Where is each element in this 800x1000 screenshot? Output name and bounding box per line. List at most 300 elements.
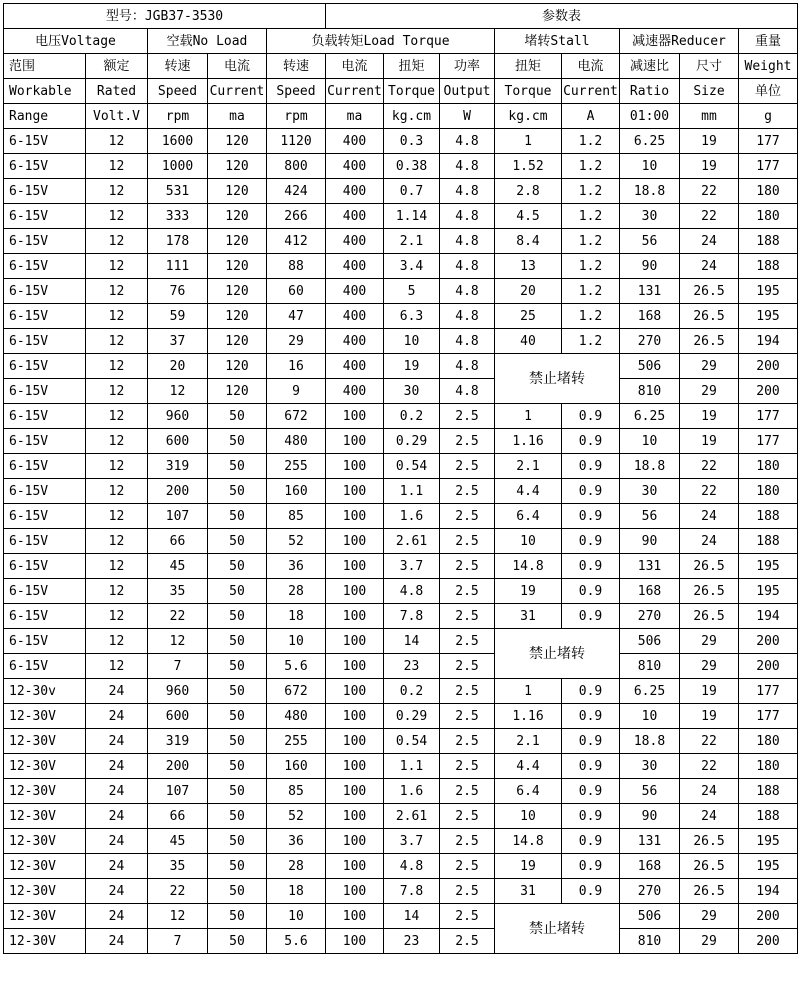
cell-load-speed: 28 <box>267 579 326 604</box>
cell-stall-current: 0.9 <box>562 529 620 554</box>
group-voltage: 电压Voltage <box>4 29 148 54</box>
cell-rated-volt: 24 <box>86 704 148 729</box>
cell-weight: 180 <box>739 729 798 754</box>
cell-stall-current: 0.9 <box>562 754 620 779</box>
cell-load-speed: 52 <box>267 804 326 829</box>
cell-load-torque: 14 <box>384 629 440 654</box>
cell-stall-torque: 4.5 <box>495 204 562 229</box>
cell-range: 6-15V <box>4 279 86 304</box>
cell-noload-current: 50 <box>208 754 267 779</box>
cell-load-torque: 10 <box>384 329 440 354</box>
cell-weight: 200 <box>739 654 798 679</box>
cell-size: 26.5 <box>680 829 739 854</box>
cell-stall-current: 1.2 <box>562 154 620 179</box>
cell-load-torque: 6.3 <box>384 304 440 329</box>
cell-noload-current: 50 <box>208 829 267 854</box>
header-cell-noload-speed: 转速 <box>148 54 208 79</box>
cell-range: 6-15V <box>4 504 86 529</box>
header-cell-load-torque: kg.cm <box>384 104 440 129</box>
cell-rated-volt: 24 <box>86 829 148 854</box>
header-cell-stall-torque: 扭矩 <box>495 54 562 79</box>
cell-load-speed: 10 <box>267 629 326 654</box>
cell-weight: 188 <box>739 529 798 554</box>
cell-size: 24 <box>680 229 739 254</box>
cell-load-current: 400 <box>326 204 384 229</box>
cell-weight: 195 <box>739 829 798 854</box>
cell-noload-current: 50 <box>208 604 267 629</box>
cell-noload-current: 50 <box>208 579 267 604</box>
cell-noload-current: 50 <box>208 429 267 454</box>
cell-size: 24 <box>680 504 739 529</box>
cell-range: 6-15V <box>4 129 86 154</box>
table-row <box>4 179 798 204</box>
cell-load-output: 2.5 <box>440 779 495 804</box>
table-row <box>4 329 798 354</box>
table-row <box>4 154 798 179</box>
cell-load-current: 100 <box>326 929 384 954</box>
cell-weight: 188 <box>739 779 798 804</box>
cell-load-output: 4.8 <box>440 279 495 304</box>
header-cell-load-speed: 转速 <box>267 54 326 79</box>
cell-rated-volt: 12 <box>86 229 148 254</box>
cell-stall-current: 1.2 <box>562 279 620 304</box>
cell-noload-current: 120 <box>208 254 267 279</box>
cell-load-speed: 52 <box>267 529 326 554</box>
cell-ratio: 168 <box>620 854 680 879</box>
cell-load-speed: 85 <box>267 504 326 529</box>
cell-size: 22 <box>680 729 739 754</box>
cell-stall-current: 1.2 <box>562 229 620 254</box>
cell-stall-torque: 2.1 <box>495 454 562 479</box>
cell-load-output: 4.8 <box>440 129 495 154</box>
cell-noload-speed: 7 <box>148 654 208 679</box>
cell-stall-current: 0.9 <box>562 829 620 854</box>
cell-weight: 180 <box>739 204 798 229</box>
cell-noload-current: 120 <box>208 354 267 379</box>
cell-load-speed: 800 <box>267 154 326 179</box>
cell-noload-speed: 111 <box>148 254 208 279</box>
cell-load-output: 2.5 <box>440 854 495 879</box>
cell-stall-current: 0.9 <box>562 854 620 879</box>
cell-weight: 188 <box>739 504 798 529</box>
motor-spec-table <box>3 3 798 954</box>
cell-load-output: 4.8 <box>440 179 495 204</box>
header-cell-rated-volt: 额定 <box>86 54 148 79</box>
cell-rated-volt: 12 <box>86 479 148 504</box>
cell-range: 12-30V <box>4 754 86 779</box>
cell-rated-volt: 12 <box>86 304 148 329</box>
cell-weight: 195 <box>739 304 798 329</box>
cell-ratio: 56 <box>620 504 680 529</box>
cell-load-torque: 30 <box>384 379 440 404</box>
cell-noload-current: 120 <box>208 154 267 179</box>
cell-range: 6-15V <box>4 479 86 504</box>
cell-stall-torque: 14.8 <box>495 829 562 854</box>
cell-weight: 180 <box>739 754 798 779</box>
cell-range: 6-15V <box>4 204 86 229</box>
cell-load-speed: 47 <box>267 304 326 329</box>
cell-load-torque: 1.1 <box>384 754 440 779</box>
cell-noload-speed: 178 <box>148 229 208 254</box>
cell-load-output: 2.5 <box>440 529 495 554</box>
cell-range: 6-15V <box>4 379 86 404</box>
cell-rated-volt: 12 <box>86 554 148 579</box>
cell-range: 12-30V <box>4 704 86 729</box>
cell-load-output: 2.5 <box>440 679 495 704</box>
cell-range: 6-15V <box>4 454 86 479</box>
cell-load-output: 4.8 <box>440 229 495 254</box>
cell-load-torque: 0.29 <box>384 704 440 729</box>
cell-size: 19 <box>680 429 739 454</box>
header-cell-stall-current: 电流 <box>562 54 620 79</box>
group-reducer: 减速器Reducer <box>620 29 739 54</box>
cell-range: 6-15V <box>4 554 86 579</box>
cell-ratio: 270 <box>620 604 680 629</box>
cell-load-output: 2.5 <box>440 879 495 904</box>
cell-load-speed: 266 <box>267 204 326 229</box>
cell-ratio: 90 <box>620 529 680 554</box>
cell-load-output: 2.5 <box>440 904 495 929</box>
cell-load-output: 2.5 <box>440 704 495 729</box>
cell-load-current: 100 <box>326 854 384 879</box>
cell-load-current: 100 <box>326 479 384 504</box>
cell-load-speed: 1120 <box>267 129 326 154</box>
cell-noload-speed: 76 <box>148 279 208 304</box>
cell-rated-volt: 12 <box>86 379 148 404</box>
cell-rated-volt: 12 <box>86 204 148 229</box>
cell-noload-current: 50 <box>208 804 267 829</box>
cell-load-current: 400 <box>326 379 384 404</box>
cell-rated-volt: 12 <box>86 179 148 204</box>
cell-weight: 188 <box>739 804 798 829</box>
cell-load-current: 100 <box>326 679 384 704</box>
cell-stall-torque: 31 <box>495 604 562 629</box>
cell-load-current: 100 <box>326 529 384 554</box>
cell-ratio: 30 <box>620 204 680 229</box>
cell-size: 19 <box>680 404 739 429</box>
cell-stall-current: 1.2 <box>562 254 620 279</box>
header-cell-ratio: 减速比 <box>620 54 680 79</box>
cell-load-torque: 1.6 <box>384 779 440 804</box>
cell-stall-torque: 8.4 <box>495 229 562 254</box>
cell-noload-speed: 37 <box>148 329 208 354</box>
group-load-torque: 负载转矩Load Torque <box>267 29 495 54</box>
stall-prohibited-cell: 禁止堵转 <box>495 354 620 404</box>
cell-load-output: 2.5 <box>440 929 495 954</box>
cell-noload-speed: 22 <box>148 604 208 629</box>
cell-size: 24 <box>680 779 739 804</box>
cell-load-speed: 672 <box>267 404 326 429</box>
cell-stall-torque: 1 <box>495 129 562 154</box>
group-stall: 堵转Stall <box>495 29 620 54</box>
cell-stall-torque: 1 <box>495 679 562 704</box>
cell-size: 24 <box>680 804 739 829</box>
table-row <box>4 904 798 929</box>
cell-load-output: 2.5 <box>440 654 495 679</box>
cell-noload-speed: 200 <box>148 754 208 779</box>
cell-load-current: 100 <box>326 754 384 779</box>
header-cell-stall-torque: Torque <box>495 79 562 104</box>
cell-load-torque: 4.8 <box>384 579 440 604</box>
cell-range: 6-15V <box>4 404 86 429</box>
cell-rated-volt: 12 <box>86 154 148 179</box>
cell-load-speed: 480 <box>267 429 326 454</box>
cell-load-current: 100 <box>326 604 384 629</box>
cell-stall-torque: 13 <box>495 254 562 279</box>
table-row <box>4 654 798 679</box>
cell-load-speed: 255 <box>267 454 326 479</box>
cell-range: 12-30V <box>4 929 86 954</box>
cell-load-output: 2.5 <box>440 629 495 654</box>
cell-stall-current: 0.9 <box>562 679 620 704</box>
cell-weight: 177 <box>739 404 798 429</box>
header-cell-range: Workable <box>4 79 86 104</box>
table-row <box>4 404 798 429</box>
cell-load-torque: 0.54 <box>384 729 440 754</box>
cell-load-speed: 85 <box>267 779 326 804</box>
table-row <box>4 854 798 879</box>
cell-weight: 195 <box>739 554 798 579</box>
cell-rated-volt: 12 <box>86 329 148 354</box>
cell-noload-current: 120 <box>208 204 267 229</box>
header-cell-weight: Weight <box>739 54 798 79</box>
cell-load-torque: 4.8 <box>384 854 440 879</box>
cell-load-current: 400 <box>326 329 384 354</box>
cell-load-speed: 36 <box>267 829 326 854</box>
cell-ratio: 168 <box>620 304 680 329</box>
cell-load-speed: 29 <box>267 329 326 354</box>
cell-stall-torque: 25 <box>495 304 562 329</box>
header-cell-size: 尺寸 <box>680 54 739 79</box>
cell-stall-torque: 1.16 <box>495 429 562 454</box>
cell-load-torque: 0.38 <box>384 154 440 179</box>
cell-range: 12-30V <box>4 854 86 879</box>
cell-size: 26.5 <box>680 879 739 904</box>
cell-load-output: 2.5 <box>440 429 495 454</box>
cell-load-output: 2.5 <box>440 754 495 779</box>
table-row <box>4 429 798 454</box>
cell-range: 12-30v <box>4 679 86 704</box>
cell-stall-current: 0.9 <box>562 804 620 829</box>
cell-rated-volt: 12 <box>86 654 148 679</box>
cell-load-speed: 255 <box>267 729 326 754</box>
cell-load-speed: 28 <box>267 854 326 879</box>
cell-range: 6-15V <box>4 429 86 454</box>
header-cell-range: 范围 <box>4 54 86 79</box>
cell-noload-speed: 531 <box>148 179 208 204</box>
table-row <box>4 254 798 279</box>
cell-load-output: 2.5 <box>440 504 495 529</box>
cell-rated-volt: 12 <box>86 629 148 654</box>
group-no-load: 空载No Load <box>148 29 267 54</box>
cell-load-speed: 88 <box>267 254 326 279</box>
cell-load-current: 400 <box>326 154 384 179</box>
header-cell-load-speed: rpm <box>267 104 326 129</box>
cell-load-current: 400 <box>326 354 384 379</box>
cell-stall-current: 1.2 <box>562 329 620 354</box>
header-cell-load-torque: Torque <box>384 79 440 104</box>
cell-stall-current: 0.9 <box>562 554 620 579</box>
cell-ratio: 10 <box>620 154 680 179</box>
cell-size: 22 <box>680 454 739 479</box>
cell-size: 26.5 <box>680 604 739 629</box>
cell-weight: 177 <box>739 129 798 154</box>
cell-range: 6-15V <box>4 304 86 329</box>
cell-size: 26.5 <box>680 279 739 304</box>
cell-noload-speed: 1600 <box>148 129 208 154</box>
cell-ratio: 810 <box>620 654 680 679</box>
cell-load-speed: 160 <box>267 479 326 504</box>
cell-stall-torque: 10 <box>495 804 562 829</box>
cell-load-torque: 0.29 <box>384 429 440 454</box>
cell-load-output: 2.5 <box>440 579 495 604</box>
cell-load-output: 4.8 <box>440 304 495 329</box>
cell-range: 12-30V <box>4 804 86 829</box>
cell-stall-current: 0.9 <box>562 779 620 804</box>
cell-stall-current: 0.9 <box>562 879 620 904</box>
cell-size: 26.5 <box>680 554 739 579</box>
header-cell-load-output: 功率 <box>440 54 495 79</box>
cell-stall-current: 0.9 <box>562 479 620 504</box>
cell-weight: 200 <box>739 354 798 379</box>
cell-noload-speed: 20 <box>148 354 208 379</box>
cell-load-current: 100 <box>326 504 384 529</box>
cell-load-current: 100 <box>326 904 384 929</box>
header-cell-noload-current: Current <box>208 79 267 104</box>
table-row <box>4 629 798 654</box>
cell-stall-current: 0.9 <box>562 729 620 754</box>
cell-size: 26.5 <box>680 579 739 604</box>
cell-noload-speed: 960 <box>148 404 208 429</box>
cell-size: 29 <box>680 904 739 929</box>
cell-weight: 180 <box>739 479 798 504</box>
cell-noload-speed: 107 <box>148 779 208 804</box>
cell-load-torque: 1.6 <box>384 504 440 529</box>
cell-load-current: 100 <box>326 429 384 454</box>
cell-weight: 200 <box>739 929 798 954</box>
cell-load-output: 4.8 <box>440 154 495 179</box>
cell-noload-current: 50 <box>208 879 267 904</box>
cell-ratio: 131 <box>620 279 680 304</box>
cell-noload-current: 120 <box>208 304 267 329</box>
cell-load-speed: 9 <box>267 379 326 404</box>
cell-ratio: 506 <box>620 629 680 654</box>
header-cell-rated-volt: Rated <box>86 79 148 104</box>
cell-load-current: 100 <box>326 629 384 654</box>
cell-ratio: 131 <box>620 554 680 579</box>
cell-weight: 194 <box>739 604 798 629</box>
cell-ratio: 506 <box>620 354 680 379</box>
cell-noload-current: 50 <box>208 704 267 729</box>
cell-load-torque: 3.7 <box>384 554 440 579</box>
table-row <box>4 829 798 854</box>
cell-noload-current: 50 <box>208 729 267 754</box>
table-row <box>4 129 798 154</box>
cell-ratio: 6.25 <box>620 404 680 429</box>
cell-rated-volt: 24 <box>86 754 148 779</box>
cell-load-current: 400 <box>326 279 384 304</box>
cell-weight: 200 <box>739 379 798 404</box>
cell-ratio: 6.25 <box>620 679 680 704</box>
cell-load-current: 100 <box>326 704 384 729</box>
cell-range: 6-15V <box>4 629 86 654</box>
cell-stall-torque: 4.4 <box>495 754 562 779</box>
cell-load-torque: 23 <box>384 654 440 679</box>
cell-load-output: 2.5 <box>440 729 495 754</box>
header-cell-noload-speed: Speed <box>148 79 208 104</box>
cell-load-torque: 5 <box>384 279 440 304</box>
cell-size: 29 <box>680 379 739 404</box>
cell-load-current: 100 <box>326 579 384 604</box>
cell-rated-volt: 24 <box>86 854 148 879</box>
params-title: 参数表 <box>326 4 798 29</box>
header-row <box>4 104 798 129</box>
cell-load-speed: 10 <box>267 904 326 929</box>
header-cell-weight: 单位 <box>739 79 798 104</box>
table-row <box>4 779 798 804</box>
cell-ratio: 810 <box>620 379 680 404</box>
cell-size: 26.5 <box>680 854 739 879</box>
cell-stall-torque: 19 <box>495 579 562 604</box>
header-cell-ratio: 01:00 <box>620 104 680 129</box>
cell-ratio: 90 <box>620 804 680 829</box>
cell-load-speed: 424 <box>267 179 326 204</box>
cell-range: 6-15V <box>4 329 86 354</box>
cell-rated-volt: 12 <box>86 279 148 304</box>
cell-load-torque: 0.2 <box>384 404 440 429</box>
cell-ratio: 56 <box>620 229 680 254</box>
cell-ratio: 810 <box>620 929 680 954</box>
cell-stall-torque: 1 <box>495 404 562 429</box>
stall-prohibited-cell: 禁止堵转 <box>495 904 620 954</box>
cell-noload-current: 120 <box>208 229 267 254</box>
table-row <box>4 279 798 304</box>
cell-load-torque: 0.2 <box>384 679 440 704</box>
cell-range: 12-30V <box>4 779 86 804</box>
cell-stall-torque: 6.4 <box>495 779 562 804</box>
cell-load-speed: 412 <box>267 229 326 254</box>
cell-rated-volt: 24 <box>86 929 148 954</box>
cell-load-current: 400 <box>326 179 384 204</box>
cell-size: 19 <box>680 129 739 154</box>
cell-stall-torque: 2.8 <box>495 179 562 204</box>
cell-weight: 177 <box>739 154 798 179</box>
cell-stall-current: 0.9 <box>562 579 620 604</box>
cell-noload-speed: 7 <box>148 929 208 954</box>
header-cell-load-current: Current <box>326 79 384 104</box>
cell-ratio: 30 <box>620 754 680 779</box>
header-cell-load-output: Output <box>440 79 495 104</box>
cell-range: 12-30V <box>4 729 86 754</box>
cell-ratio: 56 <box>620 779 680 804</box>
cell-ratio: 506 <box>620 904 680 929</box>
cell-load-output: 2.5 <box>440 404 495 429</box>
cell-ratio: 10 <box>620 429 680 454</box>
cell-noload-current: 50 <box>208 504 267 529</box>
header-cell-noload-speed: rpm <box>148 104 208 129</box>
title-row <box>4 4 798 29</box>
cell-range: 12-30V <box>4 829 86 854</box>
cell-noload-current: 50 <box>208 854 267 879</box>
cell-noload-speed: 45 <box>148 554 208 579</box>
cell-noload-speed: 66 <box>148 804 208 829</box>
header-cell-stall-current: Current <box>562 79 620 104</box>
table-row <box>4 529 798 554</box>
cell-noload-speed: 22 <box>148 879 208 904</box>
cell-noload-current: 50 <box>208 554 267 579</box>
cell-load-torque: 1.1 <box>384 479 440 504</box>
cell-load-output: 2.5 <box>440 829 495 854</box>
